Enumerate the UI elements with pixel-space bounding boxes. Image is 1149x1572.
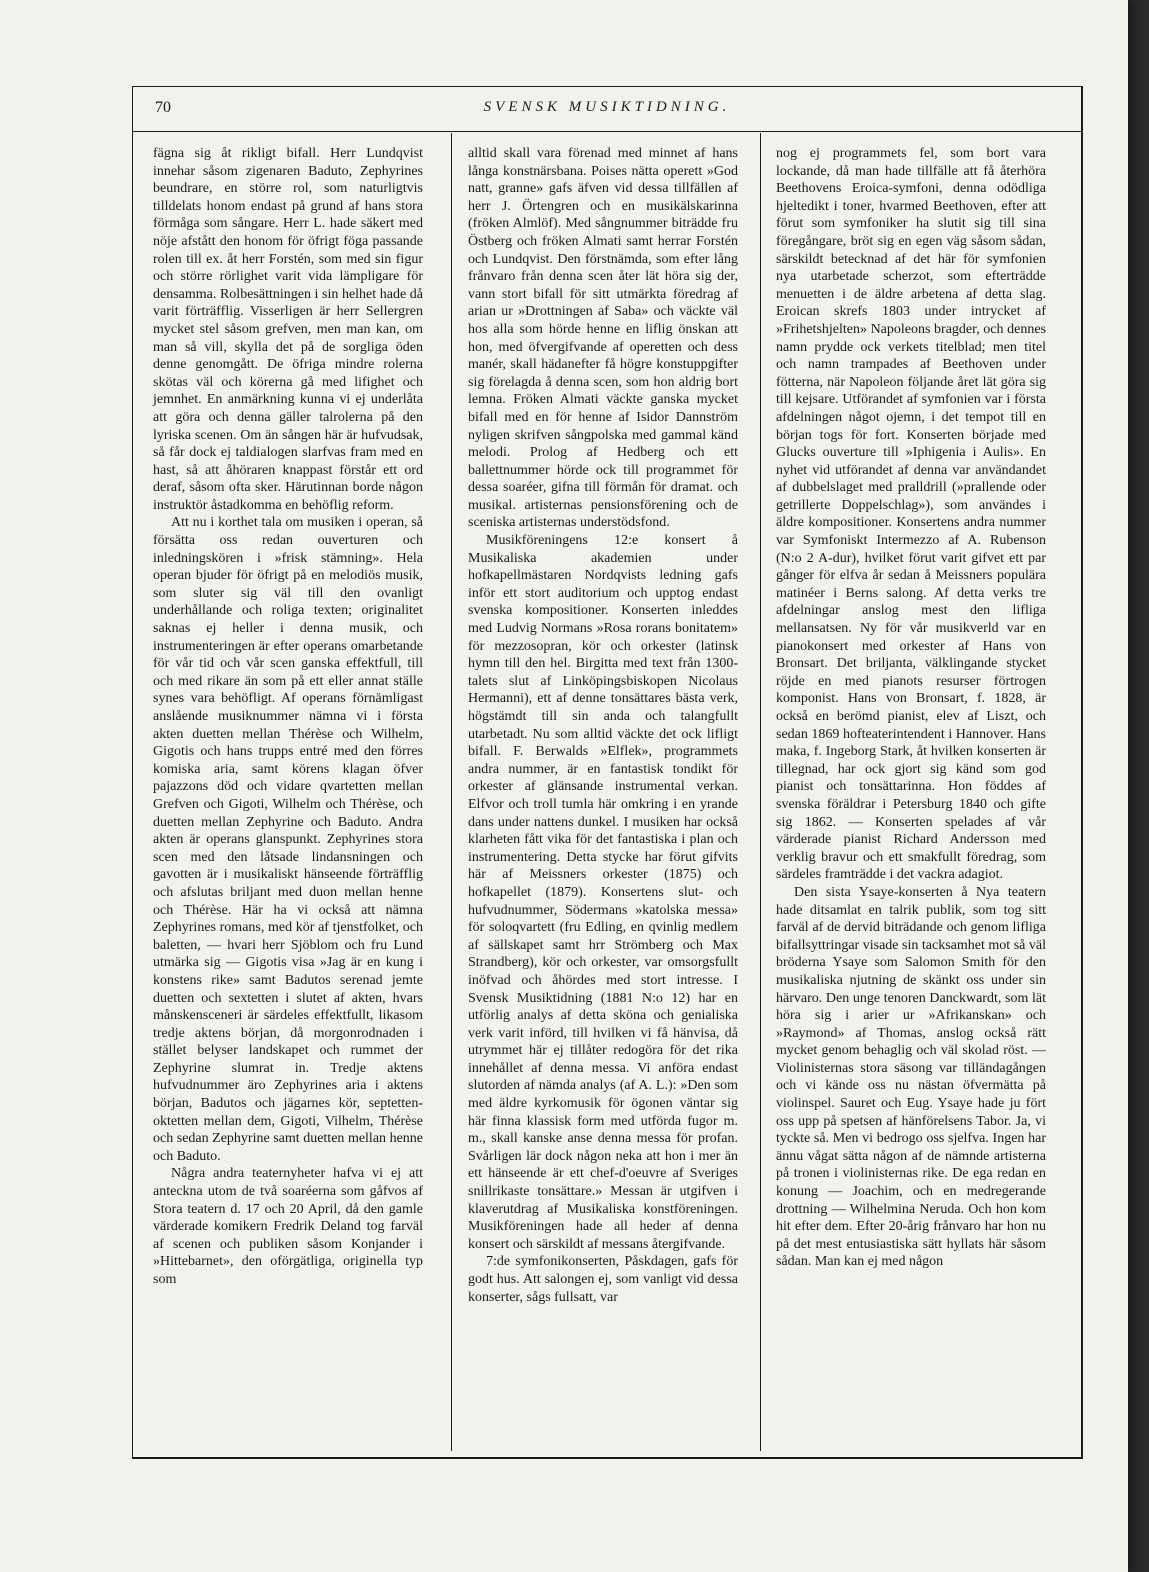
page-frame: [132, 86, 1083, 1459]
column-rule: [451, 133, 452, 1451]
paragraph: Att nu i korthet tala om musiken i operan, så försätta oss redan ouverturen och inledningskören i »frisk stämning». Hela operan bjuder för öfrigt på en melodiös musik, som sluter sig väl till den ovanligt underhållande och roliga texten; originalitet saknas ej heller i denna musik, och instrumenteringen är efter operans omarbetande för vår tid och vår scen ganska effektfull, till och med rikare än som på ett eller annat ställe synes vara behöfligt. Af operans förnämligast anslående musiknummer nämna vi i första akten duetten mellan Thérèse och Wilhelm, Gigotis och hans trupps entré med den förres komiska aria, samt körens klagan öfver pajazzons död och vidare qvartetten mellan Grefven och Gigoti, Wilhelm och Thérèse, och duetten mellan Zephyrine och Baduto. Andra akten är operans glanspunkt. Zephyrines stora scen med den låtsade lindansningen och gavotten är i musikaliskt hänseende förträfflig och afslutas briljant med duon mellan henne och Thérèse. Här ha vi också att nämna Zephyrines romans, med kör af tjenstfolket, och baletten, — hvari herr Sjöblom och fru Lund utmärka sig — Gigotis visa »Jag är en kung i konstens rike» samt Badutos serenad jemte duetten och sextetten i slutet af akten, hvars månskensceneri är särdeles effektfullt, likasom tredje aktens början, då morgonrodnaden i stället belyser landskapet och rummet der Zephyrine slumrat in. Tredje aktens hufvudnummer äro Zephyrines aria i aktens början, Badutos och jägarnes kör, septetten-oktetten mellan dem, Gigoti, Vilhelm, Thérèse och sedan Zephyrine samt duetten mellan henne och Baduto.: [153, 515, 423, 1164]
text-column-1: [153, 145, 423, 1289]
paragraph: Musikföreningens 12:e konsert å Musikaliska akademien under hofkapellmästaren Nordqvists ledning gafs inför ett stort auditorium och upptog endast svenska kompositioner. Konserten inleddes med Ludvig Normans »Rosa rorans bonitatem» för mezzosopran, kör och orkester (latinsk hymn till den hel. Birgitta med text från 1300-talets slut af Linköpingsbiskopen Nicolaus Hermanni), ett af denne tonsättares bästa verk, högstämdt till sin anda och talangfullt utarbetadt. Nu som alltid väckte det ock lifligt bifall. F. Berwalds »Elflek», programmets andra nummer, är en fantastisk tondikt för orkester af glänsande instrumental verkan. Elfvor och troll tumla här omkring i en yrande dans under nattens dunkel. I musiken har också klarheten fått vika för det fantastiska i plan och instrumentering. Detta stycke har förut gifvits här af Meissners orkester (1875) och hofkapellet (1879). Konsertens slut- och hufvudnummer, Södermans »katolska messa» för soloqvartett (fru Edling, en qvinlig medlem af sällskapet samt hrr Strömberg och Max Strandberg), kör och orkester, var omsorgsfullt inöfvad och åhördes med stort intresse. I Svensk Musiktidning (1881 N:o 12) har en utförlig analys af detta sköna och genialiska verk varit införd, till hvilken vi få hänvisa, då utrymmet här ej tillåter redogöra för det rika innehållet af denna messa. Vi anföra endast slutorden af nämda analys (af A. L.): »Den som med äldre kyrkomusik för ögonen väntar sig här finna klassisk form med utförda fugor m. m., skall kanske anse denna messa för profan. Svårligen lär dock någon neka att hon i mer än ett hänseende är ett chef-d'oeuvre af Sveriges snillrikaste tonsättare.» Messan är utgifven i klaverutdrag af Musikaliska konstföreningen. Musikföreningen hade all heder af denna konsert och särskildt af messans återgifvande.: [468, 533, 738, 1252]
page-number: 70: [155, 99, 171, 116]
journal-title: SVENSK MUSIKTIDNING.: [483, 99, 731, 115]
text-column-2: [468, 145, 738, 1306]
paragraph: 7:de symfonikonserten, Påskdagen, gafs för godt hus. Att salongen ej, som vanligt vid dessa konserter, sågs fullsatt, var: [468, 1254, 738, 1305]
paragraph: Några andra teaternyheter hafva vi ej att anteckna utom de två soaréerna som gåfvos af Stora teatern d. 17 och 20 April, då den gamle värderade komikern Fredrik Deland tog farväl af scenen och publiken såsom Konjander i »Hittebarnet», den oförgätliga, originella typ som: [153, 1166, 423, 1287]
page-header: [133, 87, 1081, 132]
column-rule: [760, 133, 761, 1451]
paragraph: Den sista Ysaye-konserten å Nya teatern hade ditsamlat en talrik publik, som tog sitt farväl af de dervid biträdande och genom lifliga bifallsyttringar visade sin tacksamhet mot så väl bröderna Ysaye som Salomon Smith för den musikaliska njutning de skänkt oss under sin härvaro. Den unge tenoren Danckwardt, som lät höra sig i arier ur »Afrikanskan» och »Raymond» af Thomas, anslog också rätt mycket genom behaglig och väl skolad röst. — Violinisternas stora säsong var tilländagången och vi kände oss nu nästan öfvermätta på violinspel. Sauret och Eug. Ysaye hade ju fört oss upp på spetsen af hänförelsens Tabor. Ja, vi tyckte så. Men vi bedrogo oss sjelfva. Ingen har ännu vågat sätta någon af de nämnde artisterna på tronen i violinisternas rike. De ega redan en konung — Joachim, och en medregerande drottning — Wilhelmina Neruda. Och hon kom hit efter dem. Efter 20-årig frånvaro har hon nu på det mest entusiastiska sätt hyllats här såsom sådan. Man kan ej med någon: [776, 884, 1046, 1270]
paragraph: fägna sig åt rikligt bifall. Herr Lundqvist innehar såsom zigenaren Baduto, Zephyrines beundrare, en större rol, som naturligtvis tilldelats honom endast på grund af hans stora förmåga som sångare. Herr L. hade säkert med nöje afstått den honom för öfrigt föga passande rolen till ex. åt herr Forstén, som med sin figur och större rörlighet varit vida lämpligare för densamma. Rolbesättningen i sin helhet hade då varit förträfflig. Visserligen är herr Sellergren mycket stel såsom grefven, men man kan, om man så vill, skylla det på de sorgliga öden denne genomgått. De öfriga mindre rolerna skötas väl och körerna gå med lifighet och jemnhet. En anmärkning kunna vi ej underlåta att göra och denna gäller talrolerna på den lyriska scenen. Om än sången här är hufvudsak, så får dock ej taldialogen slarfvas fram med en hast, så att åhöraren knappast förstår ett ord deraf, såsom ofta sker. Härutinnan borde någon instruktör åstadkomma en behöflig reform.: [153, 146, 423, 513]
text-column-3: [776, 145, 1046, 1271]
paragraph: alltid skall vara förenad med minnet af hans långa konstnärsbana. Poises nätta operett »God natt, granne» gafs äfven vid dessa tillfällen af herr J. Örtengren och en musikälskarinna (fröken Almlöf). Med sångnummer biträdde fru Östberg och fröken Almati samt herrar Forstén och Lundqvist. Den förstnämda, som efter lång frånvaro från denna scen åter lät höra sig der, vann stort bifall för sitt utmärkta föredrag af arian ur »Drottningen af Saba» och väckte väl hos alla som hörde henne en liflig önskan att hon, med öfvergifvande af operetten och dess manér, skall hädanefter få högre konstuppgifter sig förelagda å denna scen, som hon aldrig bort lemna. Fröken Almati väckte ganska mycket bifall med en för henne af Isidor Dannström nyligen skrifven sångpolska med gammal känd melodi. Prolog af Hedberg och ett ballettnummer hörde ock till programmet för dessa soaréer, gifna till förmån för dramat. och musikal. artisternas pensionsförening och de sceniska artisternas understödsfond.: [468, 146, 738, 531]
paragraph: nog ej programmets fel, som bort vara lockande, då man hade tillfälle att få återhöra Beethovens Eroica-symfoni, denna odödliga hjeltedikt i toner, hvarmed Beethoven, efter att förut som symfoniker ha slutit sig till sina föregångare, bröt sig en egen väg såsom sådan, särskildt betecknad af det här för symfonien nya utarbetade scherzot, som efterträdde menuetten i de äldre arbetena af detta slag. Eroican skrefs 1803 under intrycket af »Frihetshjelten» Napoleons bragder, och dennes namn prydde ock verkets titelblad; men titel och namn trampades af Beethoven under fötterna, när Napoleon följande året lät göra sig till kejsare. Utförandet af symfonien var i första afdelningen något ojemn, i det tempot till en början togs för fort. Konserten började med Glucks ouverture till »Iphigenia i Aulis». En nyhet vid utförandet af denna var användandet af dubbelslaget med pralldrill (»prallende oder getrillerte Doppelschlag»), som användes i äldre kompositioner. Konsertens andra nummer var Symfoniskt Intermezzo af A. Rubenson (N:o 2 A-dur), hvilket förut varit gifvet ett par gånger för elfva år sedan å Meissners populära matinéer i Berns salong. Af detta verks tre afdelningar anslog mest den lifliga mellansatsen. Ny för vår musikverld var en pianokonsert med orkester af Hans von Bronsart. Det briljanta, välklingande stycket röjde en med pianots resurser förtrogen komponist. Hans von Bronsart, f. 1828, är också en berömd pianist, elev af Liszt, och sedan 1869 hofteaterintendent i Hannover. Hans maka, f. Ingeborg Stark, åt hvilken konserten är tillegnad, har ock gjort sig känd som god pianist och tonsättarinna. Hon föddes af svenska föräldrar i Petersburg 1840 och gifte sig 1862. — Konserten spelades af vår värderade pianist Richard Andersson med verklig bravur och ett smakfullt föredrag, som särdeles framträdde i det vackra adagiot.: [776, 146, 1046, 883]
